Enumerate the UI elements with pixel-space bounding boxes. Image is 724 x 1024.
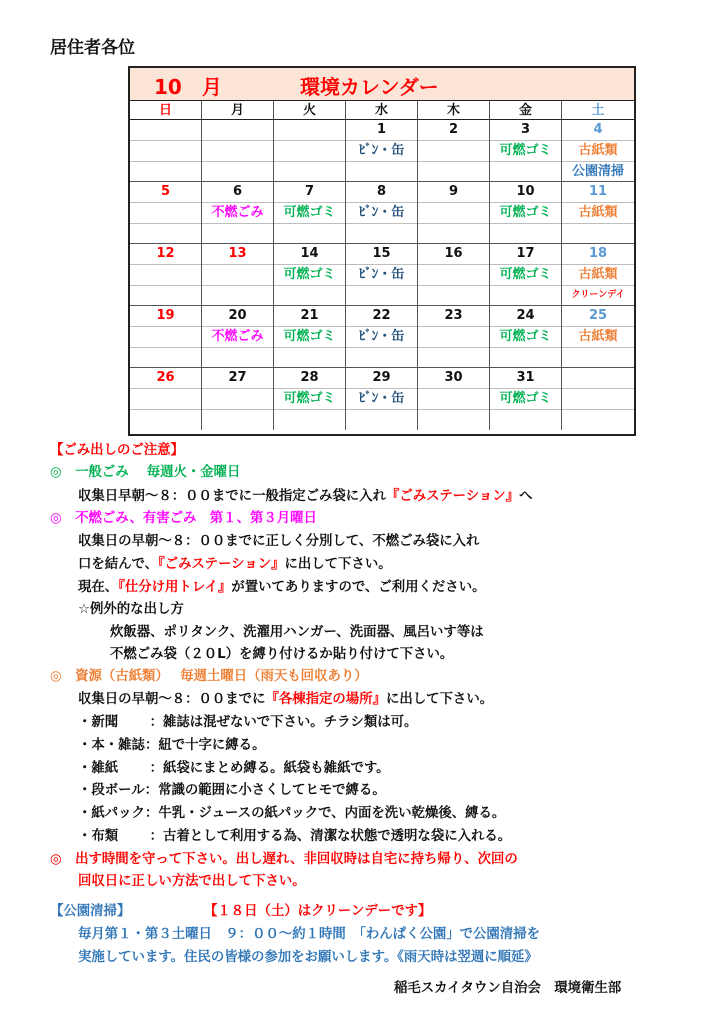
nonburnable-line-2 [78,556,392,573]
day-number: 25 [588,308,608,323]
calendar-month: 10 月 [154,75,222,99]
time-notice-line-1: ◎ 出す時間を守って下さい。出し遅れ、非回収時は自宅に持ち帰り、次回の [50,852,518,867]
collection-tag: 可燃ゴミ [283,329,336,344]
day-cell [346,306,418,368]
day-cell [130,306,202,368]
paper-item-mixed: ・雑紙 ：紙袋にまとめ縛る。紙袋も雑紙です。 [78,761,390,776]
collection-tag: 可燃ゴミ [499,391,552,406]
collection-tag: ﾋﾞﾝ・缶 [358,143,405,158]
day-cell [130,368,202,430]
nonburnable-heading: ◎ 不燃ごみ、有害ごみ 第１、第３月曜日 [50,511,317,526]
day-cell [562,120,634,182]
resource-line-b: に出して下さい。 [385,692,494,707]
day-number [562,368,634,388]
day-number: 21 [300,308,319,323]
nonburnable-line-2-a: 口を結んで、 [78,557,159,572]
resource-line [78,691,493,708]
day-cell [562,368,634,430]
garbage-station-label: 『ごみステーション』 [385,489,520,504]
day-number: 20 [228,308,247,323]
general-waste-text-b: へ [519,489,533,504]
collection-tag: 可燃ゴミ [283,267,336,282]
collection-tag: 可燃ゴミ [283,205,336,220]
day-number [274,120,345,140]
day-cell [202,244,274,306]
day-cell [418,182,490,244]
weekday-header-sat: 土 [562,101,634,120]
day-number: 8 [376,184,387,199]
day-cell [202,368,274,430]
garbage-station-label-2: 『ごみステーション』 [158,557,285,572]
collection-tag: 古紙類 [578,267,618,282]
day-number: 13 [228,246,247,261]
weekday-header-mon: 月 [202,101,274,120]
collection-tag: 可燃ゴミ [499,267,552,282]
day-number: 11 [588,184,608,199]
weekday-header-tue: 火 [274,101,346,120]
addressee: 居住者各位 [50,38,135,58]
day-cell [130,120,202,182]
day-number: 6 [232,184,243,199]
day-cell [562,182,634,244]
collection-tag: ﾋﾞﾝ・缶 [358,267,405,282]
day-number: 9 [448,184,459,199]
nonburnable-line-3-a: 現在、 [78,580,119,595]
day-cell [274,120,346,182]
paper-item-books: ・本・雑誌：紐で十字に縛る。 [78,738,266,753]
day-cell [490,120,562,182]
day-number: 12 [156,246,175,261]
nonburnable-line-2-b: に出して下さい。 [284,557,392,572]
general-waste-heading: ◎ 一般ごみ 毎週火・金曜日 [50,465,241,480]
day-number: 16 [444,246,463,261]
time-notice-line-2: 回収日に正しい方法で出して下さい。 [78,874,306,889]
day-number: 23 [444,308,463,323]
day-number: 31 [516,370,535,385]
day-number: 5 [160,184,171,199]
exception-line-1: 炊飯器、ポリタンク、洗濯用ハンガー、洗面器、風呂いす等は [110,625,484,640]
day-cell [490,368,562,430]
general-waste-line [78,488,532,505]
day-cell [490,306,562,368]
collection-tag: 古紙類 [578,205,618,220]
day-number [130,120,201,140]
day-number: 18 [588,246,608,261]
collection-tag: クリーンデイ [571,290,625,300]
day-number: 17 [516,246,535,261]
day-cell [274,306,346,368]
weekday-header-wed: 水 [346,101,418,120]
collection-tag: 可燃ゴミ [499,329,552,344]
resource-line-a: 収集日の早朝～８：００までに [78,692,266,707]
collection-tag: 不燃ごみ [211,329,264,344]
day-cell [202,120,274,182]
day-number: 22 [372,308,391,323]
general-waste-text-a: 収集日早朝～８：００までに一般指定ごみ袋に入れ [78,489,386,504]
weekday-header-sun: 日 [130,101,202,120]
clean-day-notice: 【１８日（土）はクリーンデーです】 [204,904,432,919]
nonburnable-line-3-b: が置いてありますので、ご利用ください。 [231,580,486,595]
day-cell [346,182,418,244]
day-cell [418,244,490,306]
calendar-title: 環境カレンダー [300,75,439,99]
day-cell [418,368,490,430]
notes-heading: 【ごみ出しのご注意】 [50,443,184,458]
day-number: 4 [593,122,603,137]
day-cell [274,244,346,306]
environment-calendar [128,66,636,436]
day-cell [346,244,418,306]
collection-tag: 古紙類 [578,143,618,158]
day-cell [346,368,418,430]
collection-tag: ﾋﾞﾝ・缶 [358,205,405,220]
designated-place-label: 『各棟指定の場所』 [265,692,386,707]
day-number: 26 [156,370,175,385]
resource-heading: ◎ 資源（古紙類） 毎週土曜日（雨天も回収あり） [50,669,368,684]
day-number: 15 [372,246,391,261]
day-cell [346,120,418,182]
calendar-header [130,68,634,101]
weekday-header-thu: 木 [418,101,490,120]
park-cleaning-heading: 【公園清掃】 [50,904,131,919]
paper-item-cloth: ・布類 ：古着として利用する為、清潔な状態で透明な袋に入れる。 [78,829,512,844]
weekday-header-fri: 金 [490,101,562,120]
nonburnable-line-1: 収集日の早朝～８：００までに正しく分別して、不燃ごみ袋に入れ [78,534,480,549]
collection-tag: 古紙類 [578,329,618,344]
paper-item-cartons: ・紙パック：牛乳・ジュースの紙パックで、内面を洗い乾燥後、縛る。 [78,806,506,821]
collection-tag: 不燃ごみ [211,205,264,220]
collection-tag: ﾋﾞﾝ・缶 [358,391,405,406]
paper-item-cardboard: ・段ボール：常識の範囲に小さくしてヒモで縛る。 [78,783,386,798]
collection-tag: 可燃ゴミ [499,205,552,220]
day-cell [418,120,490,182]
day-number: 28 [300,370,319,385]
day-cell [274,368,346,430]
day-number: 1 [376,122,387,137]
collection-tag: 可燃ゴミ [499,143,552,158]
day-cell [130,182,202,244]
day-cell [418,306,490,368]
park-cleaning-line-1: 毎月第１・第３土曜日 ９：００～約１時間 「わんぱく公園」で公園清掃を [78,927,540,942]
day-cell [130,244,202,306]
day-number: 3 [520,122,531,137]
day-cell [562,306,634,368]
day-cell [490,244,562,306]
day-cell [202,306,274,368]
day-number [202,120,273,140]
sorting-tray-label: 『仕分け用トレイ』 [118,580,232,595]
park-cleaning-line-2: 実施しています。住民の皆様の参加をお願いします。《雨天時は翌週に順延》 [78,950,538,965]
day-number: 2 [448,122,459,137]
collection-tag: 可燃ゴミ [283,391,336,406]
day-number: 7 [304,184,315,199]
collection-tag: 公園清掃 [571,164,624,179]
footer-organization: 稲毛スカイタウン自治会 環境衛生部 [394,981,622,996]
exception-line-2: 不燃ごみ袋（２０L）を縛り付けるか貼り付けて下さい。 [110,647,454,662]
day-cell [202,182,274,244]
paper-item-newspaper: ・新聞 ：雑誌は混ぜないで下さい。チラシ類は可。 [78,715,418,730]
day-cell [562,244,634,306]
day-number: 19 [156,308,175,323]
day-number: 29 [372,370,391,385]
day-number: 10 [516,184,535,199]
nonburnable-line-3 [78,579,485,596]
exception-heading: ☆例外的な出し方 [78,602,184,617]
day-cell [274,182,346,244]
calendar-grid [130,101,634,430]
day-number: 27 [228,370,247,385]
collection-tag: ﾋﾞﾝ・缶 [358,329,405,344]
day-cell [490,182,562,244]
day-number: 24 [516,308,535,323]
day-number: 30 [444,370,463,385]
day-number: 14 [300,246,319,261]
